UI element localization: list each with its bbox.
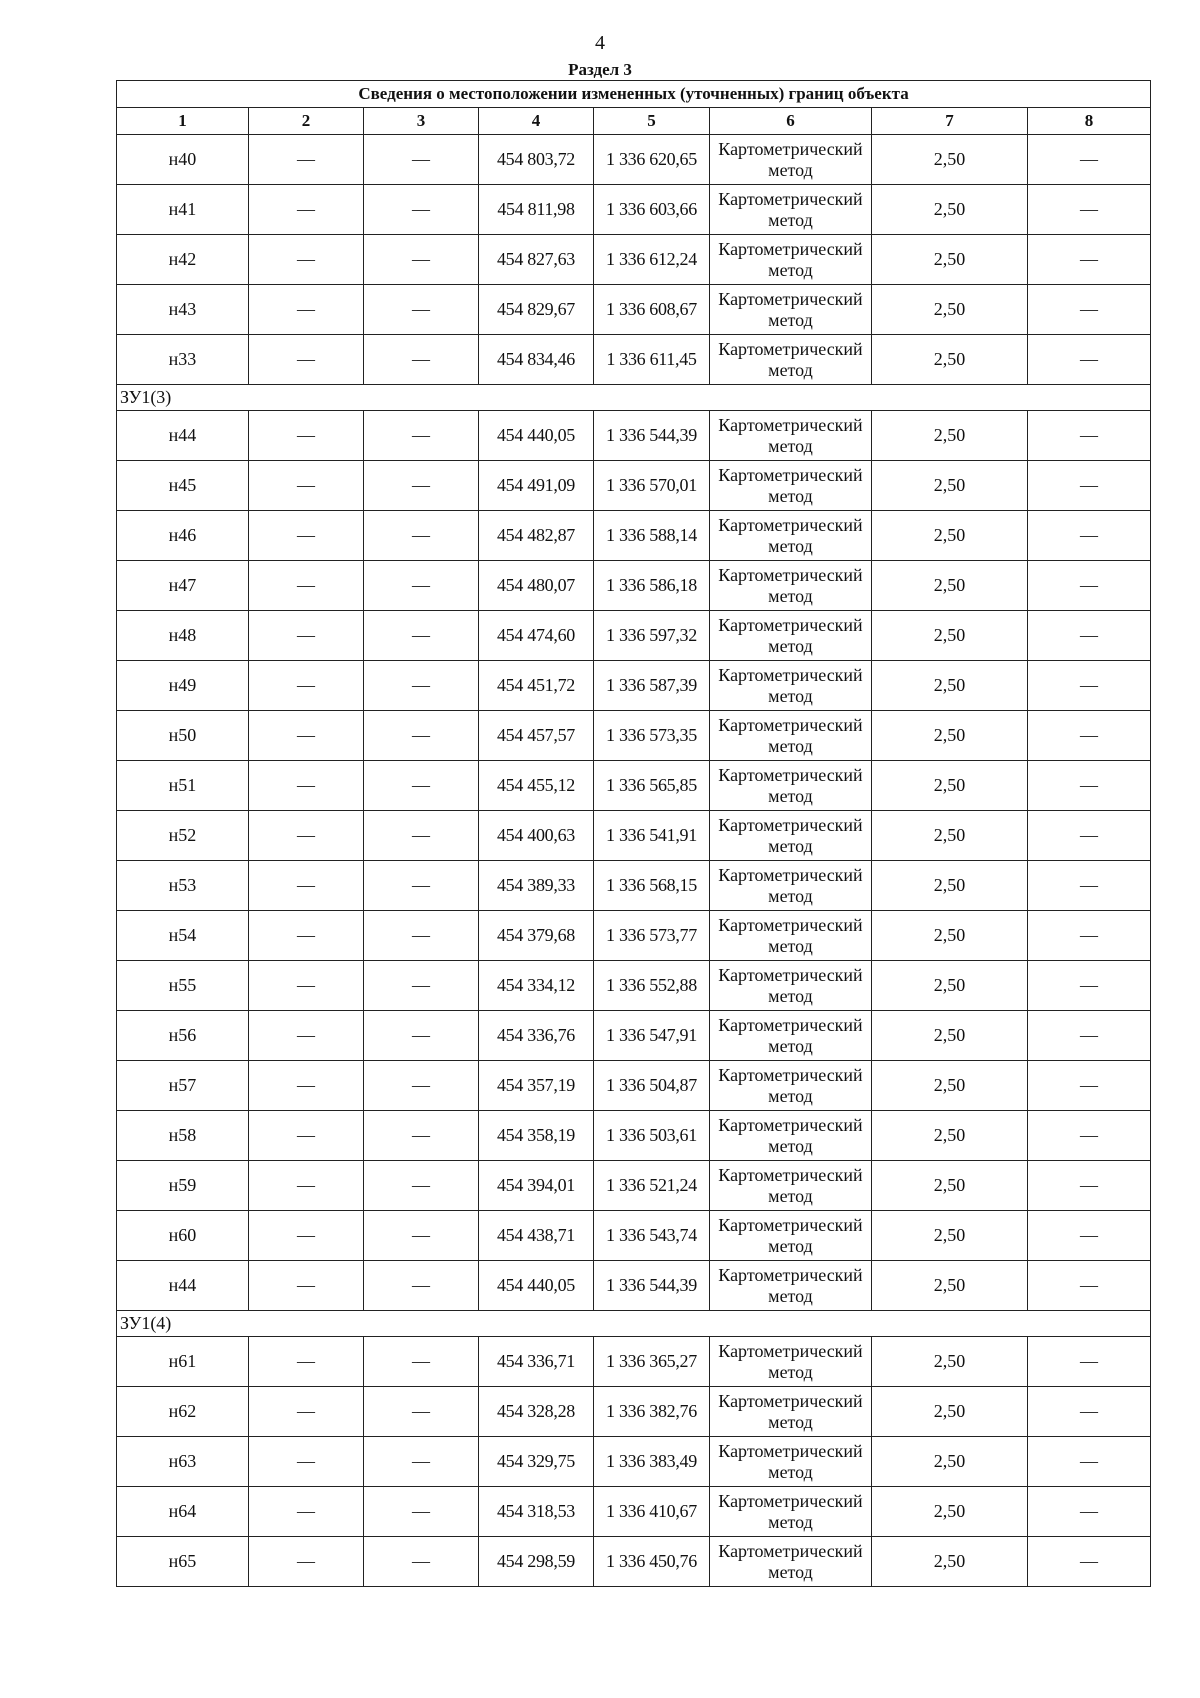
x-coordinate: 454 358,19 — [479, 1111, 594, 1161]
col3-value: — — [364, 1261, 479, 1311]
point-label: н64 — [117, 1487, 249, 1537]
point-label: н52 — [117, 811, 249, 861]
method-value: Картометрический метод — [710, 1261, 872, 1311]
precision-value: 2,50 — [872, 761, 1028, 811]
col3-value: — — [364, 911, 479, 961]
point-label: н41 — [117, 185, 249, 235]
precision-value: 2,50 — [872, 1011, 1028, 1061]
table-row — [117, 611, 1151, 661]
x-coordinate: 454 455,12 — [479, 761, 594, 811]
precision-value: 2,50 — [872, 561, 1028, 611]
method-value: Картометрический метод — [710, 185, 872, 235]
y-coordinate: 1 336 568,15 — [594, 861, 710, 911]
x-coordinate: 454 336,71 — [479, 1337, 594, 1387]
x-coordinate: 454 827,63 — [479, 235, 594, 285]
col8-value: — — [1028, 861, 1151, 911]
col3-value: — — [364, 511, 479, 561]
y-coordinate: 1 336 450,76 — [594, 1537, 710, 1587]
col8-value: — — [1028, 1011, 1151, 1061]
precision-value: 2,50 — [872, 1437, 1028, 1487]
column-header: 7 — [872, 108, 1028, 135]
col2-value: — — [249, 1111, 364, 1161]
y-coordinate: 1 336 503,61 — [594, 1111, 710, 1161]
col2-value: — — [249, 1061, 364, 1111]
precision-value: 2,50 — [872, 135, 1028, 185]
col3-value: — — [364, 285, 479, 335]
group-label: ЗУ1(3) — [117, 385, 1151, 411]
col2-value: — — [249, 711, 364, 761]
method-value: Картометрический метод — [710, 1437, 872, 1487]
y-coordinate: 1 336 587,39 — [594, 661, 710, 711]
table-row — [117, 761, 1151, 811]
col2-value: — — [249, 761, 364, 811]
col2-value: — — [249, 1437, 364, 1487]
x-coordinate: 454 334,12 — [479, 961, 594, 1011]
col2-value: — — [249, 335, 364, 385]
precision-value: 2,50 — [872, 1261, 1028, 1311]
col3-value: — — [364, 1487, 479, 1537]
method-value: Картометрический метод — [710, 1161, 872, 1211]
table-row — [117, 1387, 1151, 1437]
point-label: н54 — [117, 911, 249, 961]
point-label: н60 — [117, 1211, 249, 1261]
point-label: н43 — [117, 285, 249, 335]
col8-value: — — [1028, 185, 1151, 235]
y-coordinate: 1 336 544,39 — [594, 1261, 710, 1311]
table-caption: Сведения о местоположении измененных (уточненных) границ объекта — [117, 81, 1151, 108]
section-title: Раздел 3 — [568, 60, 632, 79]
column-header: 8 — [1028, 108, 1151, 135]
y-coordinate: 1 336 504,87 — [594, 1061, 710, 1111]
method-value: Картометрический метод — [710, 1487, 872, 1537]
col2-value: — — [249, 1211, 364, 1261]
col3-value: — — [364, 961, 479, 1011]
precision-value: 2,50 — [872, 911, 1028, 961]
method-value: Картометрический метод — [710, 911, 872, 961]
x-coordinate: 454 394,01 — [479, 1161, 594, 1211]
table-row — [117, 1011, 1151, 1061]
y-coordinate: 1 336 611,45 — [594, 335, 710, 385]
table-row — [117, 1337, 1151, 1387]
x-coordinate: 454 834,46 — [479, 335, 594, 385]
table-row — [117, 811, 1151, 861]
point-label: н56 — [117, 1011, 249, 1061]
method-value: Картометрический метод — [710, 285, 872, 335]
precision-value: 2,50 — [872, 711, 1028, 761]
point-label: н40 — [117, 135, 249, 185]
col2-value: — — [249, 235, 364, 285]
col2-value: — — [249, 961, 364, 1011]
col3-value: — — [364, 1387, 479, 1437]
x-coordinate: 454 491,09 — [479, 461, 594, 511]
table-row — [117, 1111, 1151, 1161]
precision-value: 2,50 — [872, 461, 1028, 511]
x-coordinate: 454 336,76 — [479, 1011, 594, 1061]
table-row — [117, 1261, 1151, 1311]
x-coordinate: 454 389,33 — [479, 861, 594, 911]
column-header: 4 — [479, 108, 594, 135]
x-coordinate: 454 480,07 — [479, 561, 594, 611]
x-coordinate: 454 440,05 — [479, 411, 594, 461]
col3-value: — — [364, 1337, 479, 1387]
point-label: н58 — [117, 1111, 249, 1161]
y-coordinate: 1 336 382,76 — [594, 1387, 710, 1437]
x-coordinate: 454 298,59 — [479, 1537, 594, 1587]
table-row — [117, 661, 1151, 711]
table-row — [117, 1537, 1151, 1587]
col8-value: — — [1028, 1161, 1151, 1211]
column-header: 5 — [594, 108, 710, 135]
method-value: Картометрический метод — [710, 961, 872, 1011]
col8-value: — — [1028, 1211, 1151, 1261]
col8-value: — — [1028, 285, 1151, 335]
col8-value: — — [1028, 335, 1151, 385]
y-coordinate: 1 336 521,24 — [594, 1161, 710, 1211]
point-label: н47 — [117, 561, 249, 611]
col2-value: — — [249, 661, 364, 711]
table-caption-row — [117, 81, 1151, 108]
x-coordinate: 454 379,68 — [479, 911, 594, 961]
x-coordinate: 454 438,71 — [479, 1211, 594, 1261]
y-coordinate: 1 336 552,88 — [594, 961, 710, 1011]
table-row — [117, 1211, 1151, 1261]
precision-value: 2,50 — [872, 1487, 1028, 1537]
precision-value: 2,50 — [872, 1337, 1028, 1387]
col2-value: — — [249, 285, 364, 335]
col8-value: — — [1028, 135, 1151, 185]
table-row — [117, 861, 1151, 911]
method-value: Картометрический метод — [710, 711, 872, 761]
y-coordinate: 1 336 410,67 — [594, 1487, 710, 1537]
col3-value: — — [364, 811, 479, 861]
col3-value: — — [364, 661, 479, 711]
col2-value: — — [249, 811, 364, 861]
table-row — [117, 235, 1151, 285]
x-coordinate: 454 357,19 — [479, 1061, 594, 1111]
col8-value: — — [1028, 911, 1151, 961]
y-coordinate: 1 336 603,66 — [594, 185, 710, 235]
col3-value: — — [364, 1061, 479, 1111]
precision-value: 2,50 — [872, 811, 1028, 861]
method-value: Картометрический метод — [710, 561, 872, 611]
y-coordinate: 1 336 612,24 — [594, 235, 710, 285]
col2-value: — — [249, 1161, 364, 1211]
y-coordinate: 1 336 565,85 — [594, 761, 710, 811]
col2-value: — — [249, 911, 364, 961]
table-row — [117, 961, 1151, 1011]
col2-value: — — [249, 1261, 364, 1311]
col2-value: — — [249, 1487, 364, 1537]
x-coordinate: 454 803,72 — [479, 135, 594, 185]
x-coordinate: 454 329,75 — [479, 1437, 594, 1487]
column-header: 2 — [249, 108, 364, 135]
method-value: Картометрический метод — [710, 411, 872, 461]
col8-value: — — [1028, 761, 1151, 811]
y-coordinate: 1 336 570,01 — [594, 461, 710, 511]
col3-value: — — [364, 711, 479, 761]
col3-value: — — [364, 1211, 479, 1261]
y-coordinate: 1 336 597,32 — [594, 611, 710, 661]
column-header: 1 — [117, 108, 249, 135]
point-label: н42 — [117, 235, 249, 285]
x-coordinate: 454 474,60 — [479, 611, 594, 661]
point-label: н45 — [117, 461, 249, 511]
point-label: н51 — [117, 761, 249, 811]
method-value: Картометрический метод — [710, 1011, 872, 1061]
x-coordinate: 454 482,87 — [479, 511, 594, 561]
method-value: Картометрический метод — [710, 235, 872, 285]
precision-value: 2,50 — [872, 1211, 1028, 1261]
column-header: 6 — [710, 108, 872, 135]
col8-value: — — [1028, 1111, 1151, 1161]
y-coordinate: 1 336 544,39 — [594, 411, 710, 461]
method-value: Картометрический метод — [710, 811, 872, 861]
y-coordinate: 1 336 547,91 — [594, 1011, 710, 1061]
point-label: н44 — [117, 411, 249, 461]
col8-value: — — [1028, 1487, 1151, 1537]
point-label: н59 — [117, 1161, 249, 1211]
col3-value: — — [364, 461, 479, 511]
method-value: Картометрический метод — [710, 1111, 872, 1161]
table-row — [117, 135, 1151, 185]
col2-value: — — [249, 185, 364, 235]
method-value: Картометрический метод — [710, 1337, 872, 1387]
y-coordinate: 1 336 573,35 — [594, 711, 710, 761]
x-coordinate: 454 328,28 — [479, 1387, 594, 1437]
point-label: н62 — [117, 1387, 249, 1437]
point-label: н49 — [117, 661, 249, 711]
group-label: ЗУ1(4) — [117, 1311, 1151, 1337]
col8-value: — — [1028, 1337, 1151, 1387]
point-label: н65 — [117, 1537, 249, 1587]
y-coordinate: 1 336 383,49 — [594, 1437, 710, 1487]
x-coordinate: 454 811,98 — [479, 185, 594, 235]
method-value: Картометрический метод — [710, 1061, 872, 1111]
group-row — [117, 1311, 1151, 1337]
col8-value: — — [1028, 1437, 1151, 1487]
col8-value: — — [1028, 411, 1151, 461]
precision-value: 2,50 — [872, 1061, 1028, 1111]
col3-value: — — [364, 1011, 479, 1061]
table-row — [117, 511, 1151, 561]
col2-value: — — [249, 511, 364, 561]
method-value: Картометрический метод — [710, 761, 872, 811]
point-label: н57 — [117, 1061, 249, 1111]
col3-value: — — [364, 135, 479, 185]
col8-value: — — [1028, 1387, 1151, 1437]
point-label: н33 — [117, 335, 249, 385]
method-value: Картометрический метод — [710, 135, 872, 185]
precision-value: 2,50 — [872, 285, 1028, 335]
col3-value: — — [364, 861, 479, 911]
col3-value: — — [364, 561, 479, 611]
table-row — [117, 461, 1151, 511]
col2-value: — — [249, 561, 364, 611]
x-coordinate: 454 440,05 — [479, 1261, 594, 1311]
col3-value: — — [364, 761, 479, 811]
col8-value: — — [1028, 461, 1151, 511]
precision-value: 2,50 — [872, 861, 1028, 911]
table-row — [117, 1487, 1151, 1537]
col2-value: — — [249, 461, 364, 511]
y-coordinate: 1 336 608,67 — [594, 285, 710, 335]
col3-value: — — [364, 235, 479, 285]
method-value: Картометрический метод — [710, 461, 872, 511]
col3-value: — — [364, 1437, 479, 1487]
col2-value: — — [249, 411, 364, 461]
point-label: н53 — [117, 861, 249, 911]
method-value: Картометрический метод — [710, 1537, 872, 1587]
point-label: н63 — [117, 1437, 249, 1487]
x-coordinate: 454 318,53 — [479, 1487, 594, 1537]
col8-value: — — [1028, 611, 1151, 661]
precision-value: 2,50 — [872, 1111, 1028, 1161]
col8-value: — — [1028, 961, 1151, 1011]
page-number: 4 — [595, 32, 605, 54]
y-coordinate: 1 336 620,65 — [594, 135, 710, 185]
point-label: н48 — [117, 611, 249, 661]
col3-value: — — [364, 335, 479, 385]
col8-value: — — [1028, 711, 1151, 761]
col2-value: — — [249, 861, 364, 911]
col3-value: — — [364, 411, 479, 461]
y-coordinate: 1 336 365,27 — [594, 1337, 710, 1387]
col2-value: — — [249, 611, 364, 661]
table-row — [117, 1161, 1151, 1211]
table-row — [117, 911, 1151, 961]
col8-value: — — [1028, 1061, 1151, 1111]
col2-value: — — [249, 1387, 364, 1437]
col3-value: — — [364, 185, 479, 235]
table-row — [117, 1437, 1151, 1487]
precision-value: 2,50 — [872, 1161, 1028, 1211]
boundary-coordinates-table — [116, 80, 1151, 1587]
method-value: Картометрический метод — [710, 611, 872, 661]
col8-value: — — [1028, 1261, 1151, 1311]
col8-value: — — [1028, 511, 1151, 561]
col3-value: — — [364, 1161, 479, 1211]
point-label: н44 — [117, 1261, 249, 1311]
col8-value: — — [1028, 561, 1151, 611]
precision-value: 2,50 — [872, 611, 1028, 661]
col3-value: — — [364, 1537, 479, 1587]
method-value: Картометрический метод — [710, 861, 872, 911]
column-header-row — [117, 108, 1151, 135]
y-coordinate: 1 336 543,74 — [594, 1211, 710, 1261]
point-label: н46 — [117, 511, 249, 561]
x-coordinate: 454 457,57 — [479, 711, 594, 761]
x-coordinate: 454 829,67 — [479, 285, 594, 335]
method-value: Картометрический метод — [710, 661, 872, 711]
table-row — [117, 1061, 1151, 1111]
table-row — [117, 411, 1151, 461]
col2-value: — — [249, 135, 364, 185]
y-coordinate: 1 336 586,18 — [594, 561, 710, 611]
col8-value: — — [1028, 1537, 1151, 1587]
table-row — [117, 335, 1151, 385]
y-coordinate: 1 336 573,77 — [594, 911, 710, 961]
precision-value: 2,50 — [872, 1537, 1028, 1587]
point-label: н61 — [117, 1337, 249, 1387]
table-body — [117, 135, 1151, 1587]
precision-value: 2,50 — [872, 411, 1028, 461]
precision-value: 2,50 — [872, 185, 1028, 235]
precision-value: 2,50 — [872, 335, 1028, 385]
x-coordinate: 454 451,72 — [479, 661, 594, 711]
point-label: н55 — [117, 961, 249, 1011]
y-coordinate: 1 336 588,14 — [594, 511, 710, 561]
method-value: Картометрический метод — [710, 1211, 872, 1261]
point-label: н50 — [117, 711, 249, 761]
col2-value: — — [249, 1337, 364, 1387]
column-header: 3 — [364, 108, 479, 135]
col8-value: — — [1028, 661, 1151, 711]
table-row — [117, 561, 1151, 611]
table-row — [117, 285, 1151, 335]
col8-value: — — [1028, 235, 1151, 285]
precision-value: 2,50 — [872, 235, 1028, 285]
method-value: Картометрический метод — [710, 511, 872, 561]
precision-value: 2,50 — [872, 961, 1028, 1011]
table-row — [117, 185, 1151, 235]
x-coordinate: 454 400,63 — [479, 811, 594, 861]
table-row — [117, 711, 1151, 761]
y-coordinate: 1 336 541,91 — [594, 811, 710, 861]
method-value: Картометрический метод — [710, 335, 872, 385]
col3-value: — — [364, 1111, 479, 1161]
precision-value: 2,50 — [872, 511, 1028, 561]
col2-value: — — [249, 1537, 364, 1587]
precision-value: 2,50 — [872, 1387, 1028, 1437]
method-value: Картометрический метод — [710, 1387, 872, 1437]
group-row — [117, 385, 1151, 411]
col8-value: — — [1028, 811, 1151, 861]
precision-value: 2,50 — [872, 661, 1028, 711]
col3-value: — — [364, 611, 479, 661]
col2-value: — — [249, 1011, 364, 1061]
